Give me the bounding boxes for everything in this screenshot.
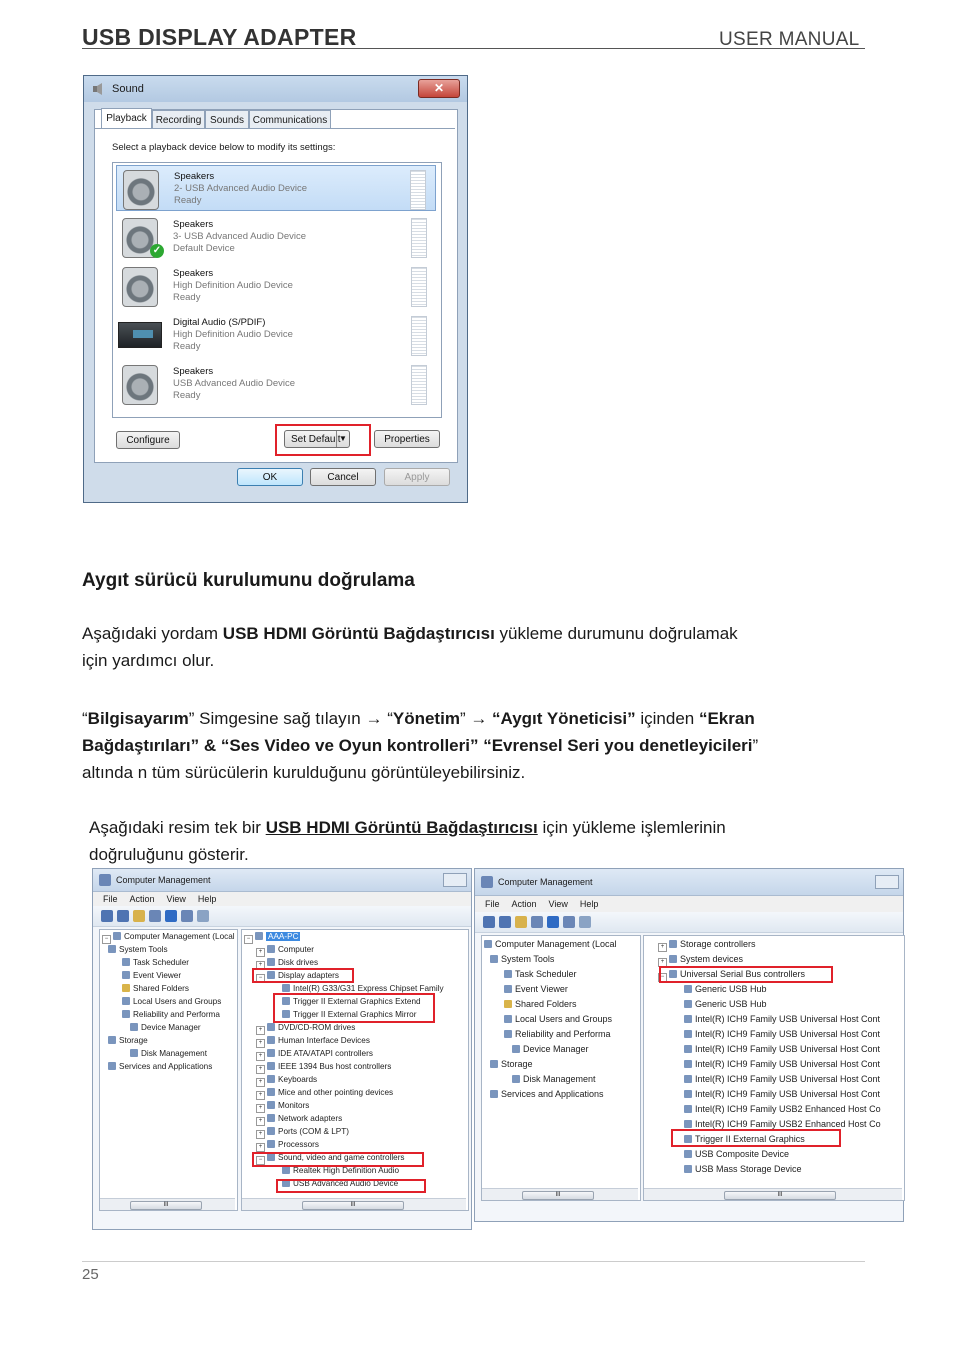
checkmark-icon: ✓ — [150, 244, 164, 258]
apply-button: Apply — [384, 468, 450, 486]
menu-file[interactable]: File — [485, 899, 500, 909]
list-item[interactable] — [116, 214, 436, 260]
up-icon[interactable] — [133, 910, 145, 922]
computer-management-icon — [481, 876, 493, 888]
tools-icon — [490, 955, 498, 963]
scroll-thumb[interactable]: III — [522, 1191, 594, 1200]
tree-item[interactable]: − Sound, video and game controllers — [256, 1153, 405, 1165]
tree-item[interactable]: Intel(R) G33/G31 Express Chipset Family — [282, 984, 444, 993]
folder-icon — [504, 1000, 512, 1008]
tree-item[interactable]: − Computer Management (Local — [102, 932, 235, 944]
network-icon — [267, 1114, 275, 1122]
device-description: 2- USB Advanced Audio Device — [174, 183, 308, 194]
text-span: altında n tüm sürücülerin kurulduğunu görüntüleyebilirsiniz. — [82, 763, 526, 782]
tree-item[interactable]: Trigger II External Graphics Mirror — [282, 1010, 416, 1019]
text-span: ” — [459, 709, 471, 728]
menu-help[interactable]: Help — [197, 894, 217, 904]
paragraph-intro — [82, 620, 882, 674]
text-span: Aşağıdaki yordam — [82, 624, 223, 643]
usb-icon — [684, 1015, 692, 1023]
usb-icon — [684, 1090, 692, 1098]
emphasis: Yönetim — [392, 709, 460, 728]
tree-item[interactable]: Local Users and Groups — [122, 997, 221, 1006]
tree-item[interactable]: + IDE ATA/ATAPI controllers — [256, 1049, 373, 1061]
menu-file[interactable]: File — [103, 894, 118, 904]
tree-item[interactable]: + Monitors — [256, 1101, 309, 1113]
tree-item[interactable]: Task Scheduler — [504, 969, 577, 979]
device-name: Speakers — [173, 219, 214, 230]
usb-icon — [684, 1045, 692, 1053]
storage-icon — [490, 1060, 498, 1068]
tree-item[interactable]: Generic USB Hub — [684, 984, 767, 994]
emphasis: USB HDMI Görüntü Bağdaştırıcısı — [265, 818, 538, 837]
tree-item[interactable]: Computer Management (Local — [484, 939, 617, 949]
tab-recording[interactable]: Recording — [152, 110, 205, 129]
tree-item[interactable]: Intel(R) ICH9 Family USB Universal Host Cont — [684, 1014, 880, 1024]
users-icon — [122, 997, 130, 1005]
menu-help[interactable]: Help — [579, 899, 599, 909]
console-tree[interactable] — [99, 929, 238, 1211]
text-span: içinden — [635, 709, 699, 728]
usb-icon — [684, 985, 692, 993]
header-rule — [82, 48, 865, 49]
reliability-icon — [122, 1010, 130, 1018]
horizontal-scrollbar[interactable] — [482, 1188, 638, 1200]
tree-item[interactable]: + IEEE 1394 Bus host controllers — [256, 1062, 391, 1074]
speaker-icon — [122, 365, 158, 405]
tree-item[interactable]: + Processors — [256, 1140, 319, 1152]
tree-item[interactable]: USB Advanced Audio Device — [282, 1179, 398, 1188]
tab-communications[interactable]: Communications — [249, 110, 331, 129]
spdif-device-icon — [118, 322, 162, 348]
computer-management-icon — [99, 874, 111, 886]
hid-icon — [267, 1036, 275, 1044]
computer-icon — [113, 932, 121, 940]
clock-icon — [122, 958, 130, 966]
highlight-frame — [275, 424, 371, 456]
tree-item[interactable]: Intel(R) ICH9 Family USB Universal Host Cont — [684, 1044, 880, 1054]
tree-item[interactable]: Services and Applications — [490, 1089, 604, 1099]
ieee1394-icon — [267, 1062, 275, 1070]
device-name: Speakers — [173, 366, 214, 377]
menu-bar — [93, 892, 471, 906]
tree-item[interactable]: − Display adapters — [256, 971, 339, 983]
device-description: High Definition Audio Device — [173, 280, 293, 291]
usb-icon — [684, 1060, 692, 1068]
device-description: 3- USB Advanced Audio Device — [173, 231, 307, 242]
tree-item[interactable]: Intel(R) ICH9 Family USB2 Enhanced Host Co — [684, 1104, 881, 1114]
tree-item[interactable]: Event Viewer — [504, 984, 568, 994]
level-meter — [411, 267, 427, 307]
page-number: 25 — [82, 1266, 99, 1283]
device-manager-icon — [130, 1023, 138, 1031]
close-button[interactable] — [418, 79, 460, 98]
reliability-icon — [504, 1030, 512, 1038]
toolbar — [475, 912, 903, 933]
clock-icon — [504, 970, 512, 978]
section-heading: Aygıt sürücü kurulumunu doğrulama — [82, 570, 415, 591]
computer-icon — [255, 932, 263, 940]
scan-icon[interactable] — [197, 910, 209, 922]
emphasis: “Ekran — [698, 709, 755, 728]
tree-item[interactable]: Intel(R) ICH9 Family USB Universal Host Cont — [684, 1089, 880, 1099]
speaker-icon — [122, 267, 158, 307]
disk-icon — [512, 1075, 520, 1083]
tree-item[interactable]: Storage — [108, 1036, 148, 1045]
highlight-frame — [252, 968, 354, 983]
tree-item[interactable]: + Disk drives — [256, 958, 318, 970]
tree-item[interactable]: + Storage controllers — [658, 939, 756, 952]
usb-icon — [684, 1000, 692, 1008]
level-meter — [411, 316, 427, 356]
list-item[interactable] — [116, 312, 436, 358]
help-icon[interactable] — [165, 910, 177, 922]
properties-icon[interactable] — [563, 916, 575, 928]
list-item[interactable] — [116, 165, 436, 211]
users-icon — [504, 1015, 512, 1023]
tree-item[interactable]: Shared Folders — [122, 984, 189, 993]
tree-item[interactable]: Device Manager — [512, 1044, 589, 1054]
text-span: doğruluğunu gösterir. — [89, 845, 249, 864]
disk-icon — [267, 958, 275, 966]
tree-item[interactable]: System Tools — [490, 954, 554, 964]
properties-icon[interactable] — [181, 910, 193, 922]
document-subtitle: USER MANUAL — [719, 29, 860, 50]
dvd-icon — [267, 1023, 275, 1031]
storage-controller-icon — [669, 940, 677, 948]
text-span: için yardımcı olur. — [82, 651, 215, 670]
cm-title: Computer Management — [498, 877, 593, 887]
tree-item[interactable]: + Computer — [256, 945, 314, 957]
text-span: “ — [82, 709, 88, 728]
device-status: Ready — [173, 341, 201, 352]
tree-item[interactable]: Disk Management — [130, 1049, 207, 1058]
tree-item[interactable]: Storage — [490, 1059, 533, 1069]
tree-item[interactable]: Intel(R) ICH9 Family USB Universal Host Cont — [684, 1059, 880, 1069]
tree-item[interactable]: Reliability and Performa — [122, 1010, 220, 1019]
tree-item[interactable]: USB Composite Device — [684, 1149, 789, 1159]
tab-sounds[interactable]: Sounds — [205, 110, 249, 129]
usb-icon — [684, 1120, 692, 1128]
text-span: “ — [382, 709, 393, 728]
tree-item[interactable]: Intel(R) ICH9 Family USB Universal Host Cont — [684, 1029, 880, 1039]
tree-item[interactable]: Trigger II External Graphics Extend — [282, 997, 421, 1006]
tree-item[interactable]: − Universal Serial Bus controllers — [658, 969, 805, 982]
tree-item[interactable]: + DVD/CD-ROM drives — [256, 1023, 355, 1035]
tree-item[interactable]: Shared Folders — [504, 999, 577, 1009]
level-meter — [411, 365, 427, 405]
mouse-icon — [267, 1088, 275, 1096]
tree-item[interactable]: Reliability and Performa — [504, 1029, 611, 1039]
device-status: Ready — [174, 195, 202, 206]
tree-item[interactable]: + Mice and other pointing devices — [256, 1088, 393, 1100]
text-span: ” Simgesine sağ tılayın — [188, 709, 366, 728]
menu-bar — [475, 896, 903, 912]
tree-item[interactable]: Disk Management — [512, 1074, 596, 1084]
scan-icon[interactable] — [579, 916, 591, 928]
event-icon — [122, 971, 130, 979]
highlight-frame — [671, 1129, 841, 1147]
cm-title: Computer Management — [116, 875, 211, 885]
scroll-thumb[interactable]: III — [302, 1201, 404, 1210]
port-icon — [267, 1127, 275, 1135]
computer-icon — [484, 940, 492, 948]
toolbar — [93, 906, 471, 927]
list-item[interactable] — [116, 263, 436, 309]
tree-item[interactable]: System Tools — [108, 945, 168, 954]
footer-rule — [82, 1261, 865, 1262]
horizontal-scrollbar[interactable] — [242, 1198, 466, 1210]
highlight-frame — [273, 993, 435, 1023]
tree-item[interactable]: Local Users and Groups — [504, 1014, 612, 1024]
device-name: Speakers — [173, 268, 214, 279]
tree-item[interactable]: − AAA-PC — [244, 932, 300, 944]
tab-strip-divider — [95, 128, 455, 129]
device-status: Default Device — [173, 243, 235, 254]
tree-item[interactable]: + Network adapters — [256, 1114, 342, 1126]
device-description: USB Advanced Audio Device — [173, 378, 295, 389]
horizontal-scrollbar[interactable] — [100, 1198, 235, 1210]
tree-item[interactable]: Generic USB Hub — [684, 999, 767, 1009]
sound-icon — [282, 1166, 290, 1174]
emphasis: → “Aygıt Yöneticisi” — [470, 709, 636, 728]
tools-icon — [108, 945, 116, 953]
tree-item[interactable]: Intel(R) ICH9 Family USB Universal Host Cont — [684, 1074, 880, 1084]
display-icon — [282, 984, 290, 992]
speaker-icon — [92, 82, 106, 96]
device-status: Ready — [173, 292, 201, 303]
menu-action[interactable]: Action — [511, 899, 537, 909]
scroll-thumb[interactable]: III — [130, 1201, 202, 1210]
forward-icon[interactable] — [117, 910, 129, 922]
tab-playback[interactable]: Playback — [101, 108, 152, 129]
tree-item[interactable]: Event Viewer — [122, 971, 181, 980]
horizontal-scrollbar[interactable] — [644, 1188, 902, 1200]
emphasis: Bağdaştırıları” & “Ses Video ve Oyun kontrolleri” “Evrensel Seri you denetleyicileri — [82, 736, 753, 755]
text-span: için yükleme işlemlerinin — [537, 818, 726, 837]
disk-icon — [130, 1049, 138, 1057]
usb-icon — [684, 1150, 692, 1158]
text-span: ” — [752, 736, 759, 755]
tree-item[interactable]: Trigger II External Graphics — [684, 1134, 805, 1144]
speaker-icon — [123, 170, 159, 210]
list-item[interactable] — [116, 361, 436, 407]
show-hide-icon[interactable] — [531, 916, 543, 928]
storage-icon — [108, 1036, 116, 1044]
computer-management-window-right — [474, 868, 904, 1222]
device-status: Ready — [173, 390, 201, 401]
tree-item[interactable]: + Ports (COM & LPT) — [256, 1127, 349, 1139]
usb-icon — [684, 1075, 692, 1083]
forward-icon[interactable] — [499, 916, 511, 928]
computer-icon — [267, 945, 275, 953]
device-name: Speakers — [174, 171, 215, 182]
highlight-frame — [252, 1152, 424, 1167]
level-meter — [410, 170, 426, 210]
tree-item[interactable]: Task Scheduler — [122, 958, 189, 967]
menu-view[interactable]: View — [548, 899, 568, 909]
sound-dialog — [83, 75, 468, 503]
tree-item[interactable]: Realtek High Definition Audio — [282, 1166, 399, 1175]
tree-item[interactable]: + Human Interface Devices — [256, 1036, 370, 1048]
device-name: Digital Audio (S/PDIF) — [173, 317, 266, 328]
minimize-icon[interactable] — [443, 873, 467, 887]
level-meter — [411, 218, 427, 258]
paragraph-steps — [82, 705, 872, 786]
tree-item[interactable]: + Keyboards — [256, 1075, 317, 1087]
monitor-icon — [267, 1101, 275, 1109]
folder-icon — [122, 984, 130, 992]
device-list[interactable] — [112, 162, 442, 418]
set-default-label: Set Default — [291, 434, 341, 445]
event-icon — [504, 985, 512, 993]
processor-icon — [267, 1140, 275, 1148]
services-icon — [490, 1090, 498, 1098]
device-manager-icon — [512, 1045, 520, 1053]
device-description: High Definition Audio Device — [173, 329, 293, 340]
highlight-frame — [276, 1179, 426, 1193]
ok-button[interactable]: OK — [237, 468, 303, 486]
cm-titlebar[interactable] — [475, 869, 903, 896]
tree-item[interactable]: Services and Applications — [108, 1062, 212, 1071]
system-device-icon — [669, 955, 677, 963]
tree-item[interactable]: Intel(R) ICH9 Family USB2 Enhanced Host Co — [684, 1119, 881, 1129]
cm-titlebar[interactable] — [93, 869, 471, 892]
dropdown-arrow-icon[interactable]: ▼ — [336, 431, 349, 447]
minimize-icon[interactable] — [875, 875, 899, 889]
properties-button[interactable]: Properties — [374, 430, 440, 448]
usb-icon — [684, 1105, 692, 1113]
emphasis: USB HDMI Görüntü Bağdaştırıcısı — [222, 624, 495, 643]
text-span: yükleme durumunu doğrulamak — [494, 624, 738, 643]
show-hide-icon[interactable] — [149, 910, 161, 922]
menu-action[interactable]: Action — [129, 894, 155, 904]
usb-icon — [684, 1030, 692, 1038]
tree-item[interactable]: USB Mass Storage Device — [684, 1164, 802, 1174]
arrow-icon: → — [365, 709, 383, 728]
computer-management-window-left — [92, 868, 472, 1230]
scroll-thumb[interactable]: III — [724, 1191, 836, 1200]
configure-button[interactable]: Configure — [116, 431, 180, 449]
document-title: USB DISPLAY ADAPTER — [82, 24, 357, 50]
playback-instruction: Select a playback device below to modify its settings: — [112, 142, 336, 153]
paragraph-figure-caption — [89, 814, 869, 868]
console-tree[interactable] — [481, 935, 641, 1201]
cancel-button[interactable]: Cancel — [310, 468, 376, 486]
emphasis: Bilgisayarım — [87, 709, 189, 728]
sound-dialog-title: Sound — [112, 83, 144, 95]
services-icon — [108, 1062, 116, 1070]
close-icon: ✕ — [433, 81, 445, 95]
keyboard-icon — [267, 1075, 275, 1083]
back-icon[interactable] — [483, 916, 495, 928]
menu-view[interactable]: View — [166, 894, 186, 904]
text-span: Aşağıdaki resim tek bir — [89, 818, 266, 837]
highlight-frame — [659, 966, 833, 983]
usb-icon — [684, 1165, 692, 1173]
up-icon[interactable] — [515, 916, 527, 928]
sound-dialog-titlebar[interactable] — [84, 76, 467, 102]
tree-item[interactable]: Device Manager — [130, 1023, 201, 1032]
help-icon[interactable] — [547, 916, 559, 928]
back-icon[interactable] — [101, 910, 113, 922]
tree-item[interactable]: + System devices — [658, 954, 743, 967]
ide-icon — [267, 1049, 275, 1057]
